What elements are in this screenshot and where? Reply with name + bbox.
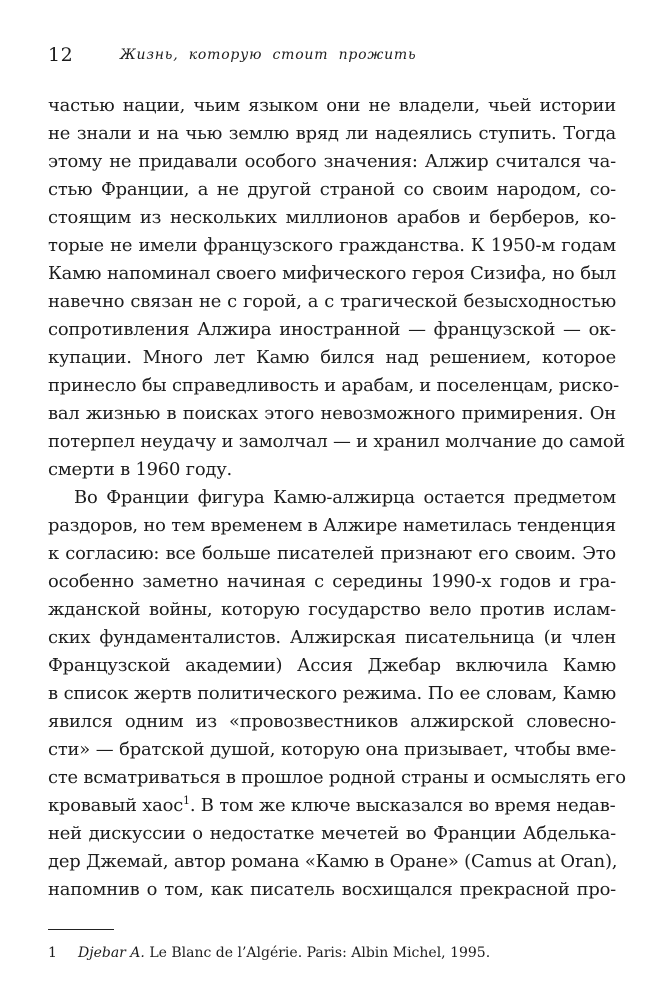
text-line: напомнив о том, как писатель восхищался прекрасной про- xyxy=(48,879,616,900)
footnote-author: Djebar A. xyxy=(78,945,145,961)
text-line: этому не придавали особого значения: Алжир считался ча- xyxy=(48,151,616,172)
text-line: вал жизнью в поисках этого невозможного примирения. Он xyxy=(48,403,616,424)
footnote-reference[interactable]: 1 xyxy=(183,794,190,808)
text-line: навечно связан не с горой, а с трагической безысходностью xyxy=(48,291,616,312)
text-line: потерпел неудачу и замолчал — и хранил молчание до самой xyxy=(48,431,626,452)
text-line: сте всматриваться в прошлое родной страны и осмыслять его xyxy=(48,767,626,788)
text-line: раздоров, но тем временем в Алжире наметилась тенденция xyxy=(48,515,616,536)
footnote-divider xyxy=(48,929,114,930)
text-line: Французской академии) Ассия Джебар включила Камю xyxy=(48,655,616,676)
text-line-with-note xyxy=(48,792,616,820)
text-line: ней дискуссии о недостатке мечетей во Франции Абделька- xyxy=(48,823,616,844)
text-line: в список жертв политического режима. По ее словам, Камю xyxy=(48,683,616,704)
text-line: принесло бы справедливость и арабам, и поселенцам, риско- xyxy=(48,375,619,396)
text-line: явился одним из «провозвестников алжирской словесно- xyxy=(48,711,616,732)
text-line: Камю напоминал своего мифического героя Сизифа, но был xyxy=(48,263,616,284)
footnote-text: Le Blanc de l’Algérie. Paris: Albin Michel, 1995. xyxy=(144,945,491,961)
text-line: не знали и на чью землю вряд ли надеялись ступить. Тогда xyxy=(48,123,616,144)
text-line: жданской войны, которую государство вело против ислам- xyxy=(48,599,616,620)
text-line: сти» — братской душой, которую она призывает, чтобы вме- xyxy=(48,739,616,760)
text-line: сопротивления Алжира иностранной — французской — ок- xyxy=(48,319,616,340)
text-line: особенно заметно начиная с середины 1990-х годов и гра- xyxy=(48,571,616,592)
footnote-number: 1 xyxy=(48,945,57,961)
text-line: частью нации, чьим языком они не владели, чьей истории xyxy=(48,95,616,116)
text-line: стью Франции, а не другой страной со своим народом, со- xyxy=(48,179,616,200)
text-line: Во Франции фигура Камю-алжирца остается предметом xyxy=(74,487,616,508)
footnote xyxy=(48,945,618,961)
text-line: купации. Много лет Камю бился над решением, которое xyxy=(48,347,616,368)
text-line: торые не имели французского гражданства. К 1950-м годам xyxy=(48,235,616,256)
running-title: Жизнь, которую стоит прожить xyxy=(120,47,417,63)
text-line: смерти в 1960 году. xyxy=(48,459,233,480)
text-line: стоящим из нескольких миллионов арабов и берберов, ко- xyxy=(48,207,616,228)
text-fragment: . В том же ключе высказался во время недав- xyxy=(189,795,616,816)
text-line: к согласию: все больше писателей признают его своим. Это xyxy=(48,543,616,564)
text-line: ских фундаменталистов. Алжирская писательница (и член xyxy=(48,627,616,648)
text-fragment: кровавый хаос xyxy=(48,795,184,816)
page-header xyxy=(48,44,631,68)
text-line: дер Джемай, автор романа «Камю в Оране» (Camus at Oran), xyxy=(48,851,618,872)
page-number: 12 xyxy=(48,44,74,66)
